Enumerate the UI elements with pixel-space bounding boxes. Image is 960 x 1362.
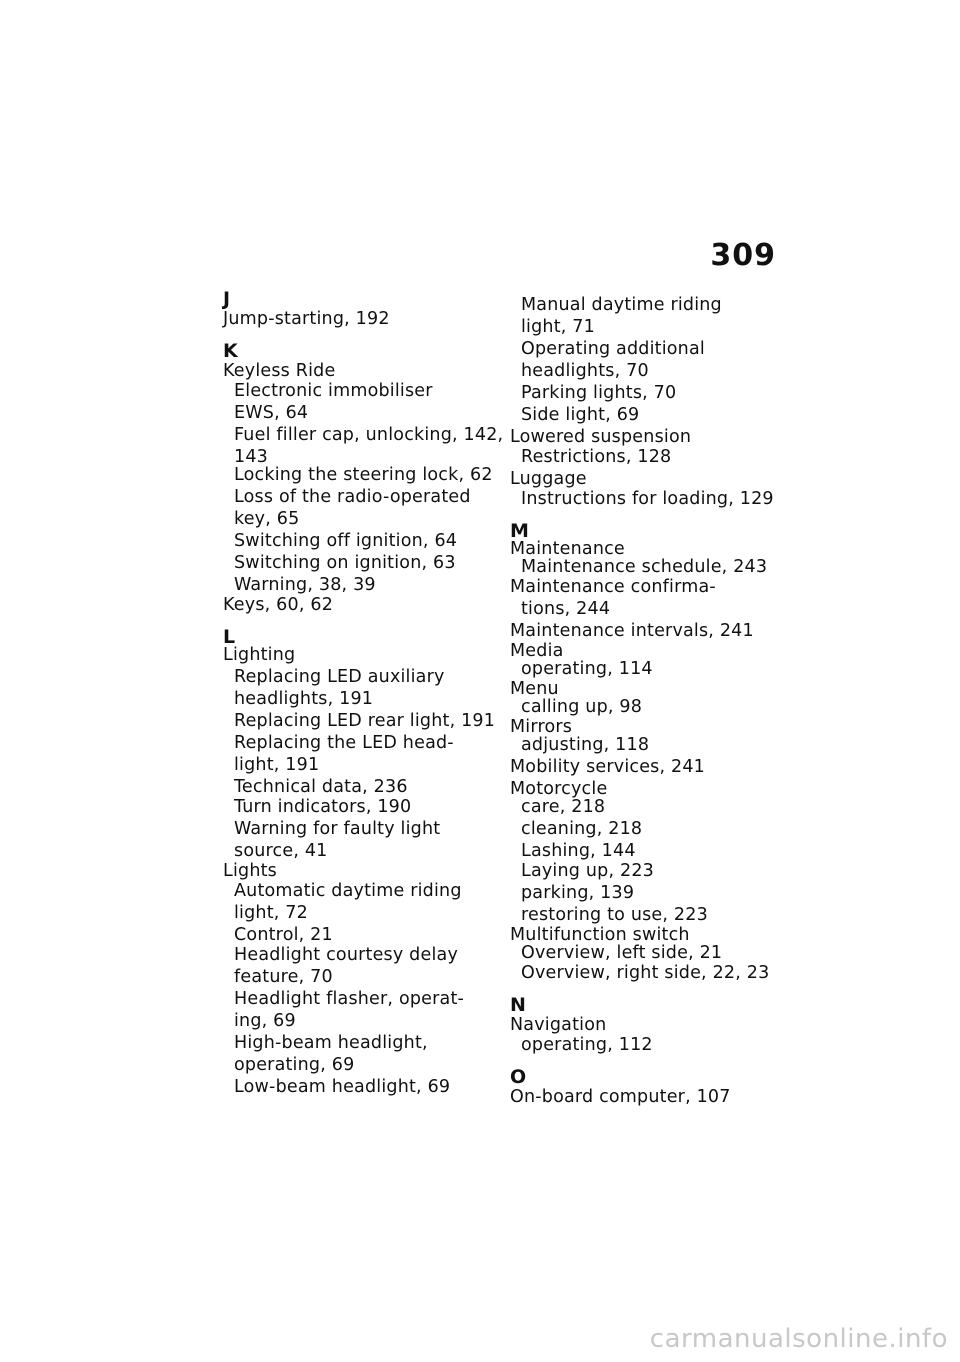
index-subentry: Manual daytime riding — [521, 295, 722, 315]
index-subentry: Replacing LED rear light, 191 — [234, 711, 496, 731]
index-subentry: Switching on ignition, 63 — [234, 553, 456, 573]
index-subentry: Replacing the LED head- — [234, 733, 454, 753]
index-letter-heading: L — [223, 626, 236, 648]
index-entry: Lights — [223, 861, 277, 881]
index-subentry: 143 — [234, 447, 269, 467]
index-entry: Jump-starting, 192 — [223, 309, 390, 329]
index-subentry: Maintenance schedule, 243 — [521, 557, 768, 577]
index-subentry: Electronic immobiliser — [234, 381, 433, 401]
index-subentry: operating, 69 — [234, 1055, 355, 1075]
index-entry: Keyless Ride — [223, 361, 336, 381]
page-number: 309 — [710, 238, 776, 273]
index-entry: Motorcycle — [510, 779, 608, 799]
index-entry: Mobility services, 241 — [510, 757, 706, 777]
index-subentry: High-beam headlight, — [234, 1033, 428, 1053]
index-subentry: adjusting, 118 — [521, 735, 650, 755]
index-subentry: Laying up, 223 — [521, 861, 654, 881]
index-subentry: headlights, 191 — [234, 689, 374, 709]
index-subentry: Instructions for loading, 129 — [521, 489, 774, 509]
index-subentry: calling up, 98 — [521, 697, 643, 717]
index-entry: Maintenance — [510, 539, 625, 559]
index-subentry: operating, 114 — [521, 659, 653, 679]
index-subentry: Low-beam headlight, 69 — [234, 1077, 451, 1097]
index-subentry: Locking the steering lock, 62 — [234, 465, 493, 485]
index-entry: Maintenance confirma- — [510, 577, 716, 597]
index-letter-heading: N — [510, 994, 527, 1016]
index-subentry: light, 72 — [234, 903, 308, 923]
index-entry: On-board computer, 107 — [510, 1087, 731, 1107]
index-subentry: Warning, 38, 39 — [234, 575, 376, 595]
index-entry: Lighting — [223, 645, 296, 665]
index-subentry: Parking lights, 70 — [521, 383, 677, 403]
index-subentry: feature, 70 — [234, 967, 333, 987]
index-subentry: Lashing, 144 — [521, 841, 636, 861]
index-subentry: Restrictions, 128 — [521, 447, 672, 467]
index-subentry: cleaning, 218 — [521, 819, 643, 839]
index-entry: Keys, 60, 62 — [223, 595, 334, 615]
index-subentry: Fuel filler cap, unlocking, 142, — [234, 425, 504, 445]
index-subentry: EWS, 64 — [234, 403, 309, 423]
index-subentry: Control, 21 — [234, 925, 333, 945]
index-letter-heading: M — [510, 520, 530, 542]
index-subentry: Overview, right side, 22, 23 — [521, 963, 770, 983]
index-subentry: key, 65 — [234, 509, 300, 529]
index-entry: Luggage — [510, 469, 587, 489]
index-subentry: Technical data, 236 — [234, 777, 408, 797]
index-subentry: Side light, 69 — [521, 405, 640, 425]
index-entry: Lowered suspension — [510, 427, 692, 447]
index-subentry: tions, 244 — [521, 599, 611, 619]
index-entry: Menu — [510, 679, 559, 699]
index-entry: Mirrors — [510, 717, 573, 737]
index-subentry: Turn indicators, 190 — [234, 797, 412, 817]
index-subentry: headlights, 70 — [521, 361, 649, 381]
index-subentry: source, 41 — [234, 841, 328, 861]
watermark: carmanualsonline.info — [649, 1324, 948, 1354]
index-subentry: restoring to use, 223 — [521, 905, 708, 925]
index-letter-heading: O — [510, 1066, 527, 1088]
index-entry: Multifunction switch — [510, 925, 690, 945]
index-subentry: light, 191 — [234, 755, 320, 775]
index-subentry: Headlight courtesy delay — [234, 945, 459, 965]
index-subentry: Headlight flasher, operat- — [234, 989, 465, 1009]
index-subentry: Automatic daytime riding — [234, 881, 462, 901]
index-subentry: Replacing LED auxiliary — [234, 667, 445, 687]
index-subentry: light, 71 — [521, 317, 595, 337]
index-subentry: Warning for faulty light — [234, 819, 441, 839]
index-entry: Navigation — [510, 1015, 607, 1035]
index-subentry: Loss of the radio-operated — [234, 487, 471, 507]
index-subentry: parking, 139 — [521, 883, 635, 903]
index-subentry: Switching off ignition, 64 — [234, 531, 458, 551]
index-subentry: operating, 112 — [521, 1035, 653, 1055]
index-subentry: Operating additional — [521, 339, 705, 359]
index-entry: Maintenance intervals, 241 — [510, 621, 754, 641]
index-letter-heading: K — [223, 340, 238, 362]
index-subentry: ing, 69 — [234, 1011, 296, 1031]
index-entry: Media — [510, 641, 564, 661]
index-subentry: Overview, left side, 21 — [521, 943, 723, 963]
index-subentry: care, 218 — [521, 797, 606, 817]
index-letter-heading: J — [223, 288, 231, 310]
